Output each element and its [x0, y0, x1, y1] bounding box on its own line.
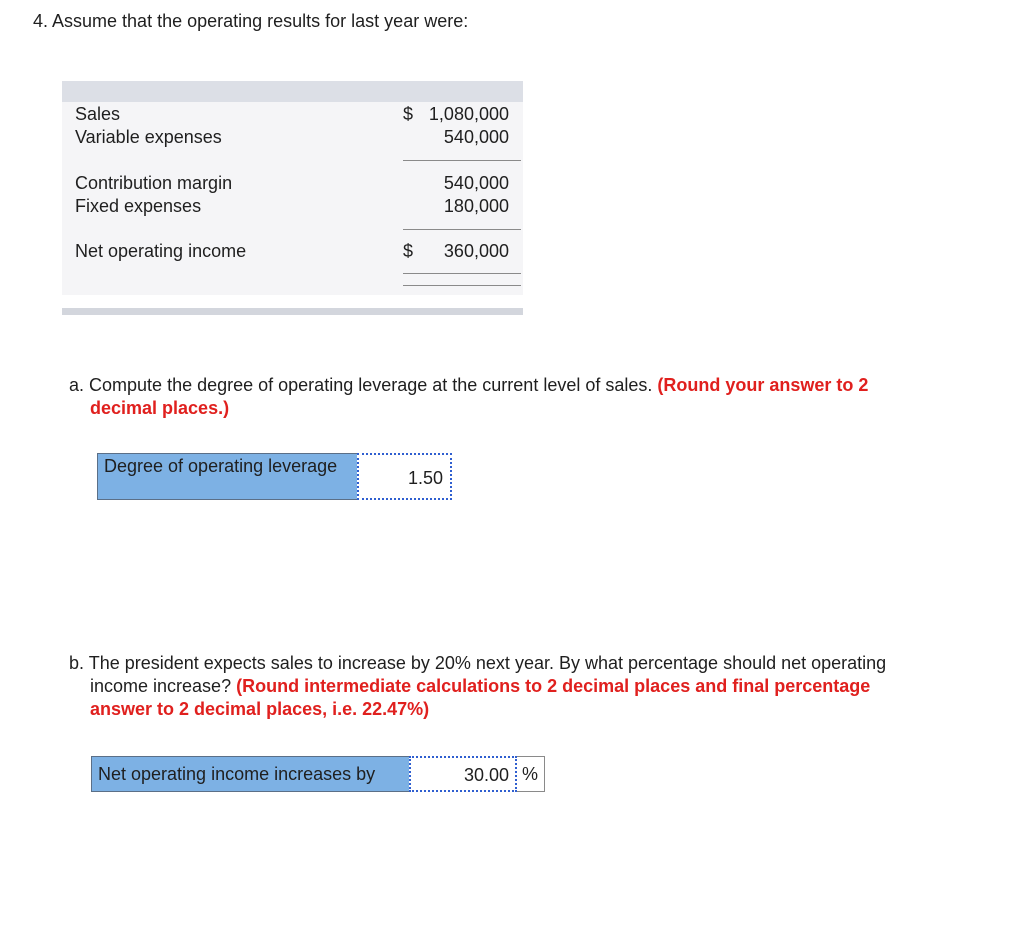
part-a-text: Compute the degree of operating leverage at the current level of sales. [89, 375, 653, 395]
part-a-question [69, 374, 969, 420]
percent-unit: % [517, 756, 545, 792]
part-b-prefix: b. [69, 653, 85, 673]
sales-currency: $ [403, 104, 414, 124]
net-operating-income-increase-label: Net operating income increases by [91, 756, 409, 792]
row-label-fixed-expenses: Fixed expenses [75, 196, 202, 216]
part-b-text-1: The president expects sales to increase by 20% next year. By what percentage should net operating [88, 653, 887, 673]
total-double-rule-bottom [403, 285, 521, 286]
variable-expenses-value: 540,000 [443, 127, 509, 147]
net-operating-income-currency: $ [403, 241, 414, 261]
subtotal-rule [403, 160, 521, 161]
part-b-instruction-2: answer to 2 decimal places, i.e. 22.47%) [90, 699, 430, 719]
contribution-margin-value: 540,000 [443, 173, 509, 193]
part-a-instruction-2: decimal places.) [90, 398, 230, 418]
subtotal-rule-2 [403, 229, 521, 230]
degree-of-operating-leverage-input[interactable]: 1.50 [357, 453, 452, 500]
statement-footer-band [62, 308, 523, 315]
row-label-contribution-margin: Contribution margin [75, 173, 233, 193]
row-label-variable-expenses: Variable expenses [75, 127, 222, 147]
degree-of-operating-leverage-label: Degree of operating leverage [97, 453, 357, 500]
row-label-sales: Sales [75, 104, 121, 124]
part-a-prefix: a. [69, 375, 85, 395]
part-b-text-2: income increase? [90, 676, 232, 696]
part-a-instruction-1: (Round your answer to 2 [657, 375, 869, 395]
total-double-rule-top [403, 273, 521, 274]
net-operating-income-value: 360,000 [443, 241, 509, 261]
part-b-question [69, 652, 989, 721]
statement-header-band [62, 81, 523, 102]
row-label-net-operating-income: Net operating income [75, 241, 247, 261]
part-b-instruction-1: (Round intermediate calculations to 2 decimal places and final percentage [236, 676, 871, 696]
question-title: 4. Assume that the operating results for last year were: [33, 11, 469, 31]
fixed-expenses-value: 180,000 [443, 196, 509, 216]
sales-value: 1,080,000 [428, 104, 509, 124]
net-operating-income-increase-input[interactable]: 30.00 [409, 756, 517, 792]
